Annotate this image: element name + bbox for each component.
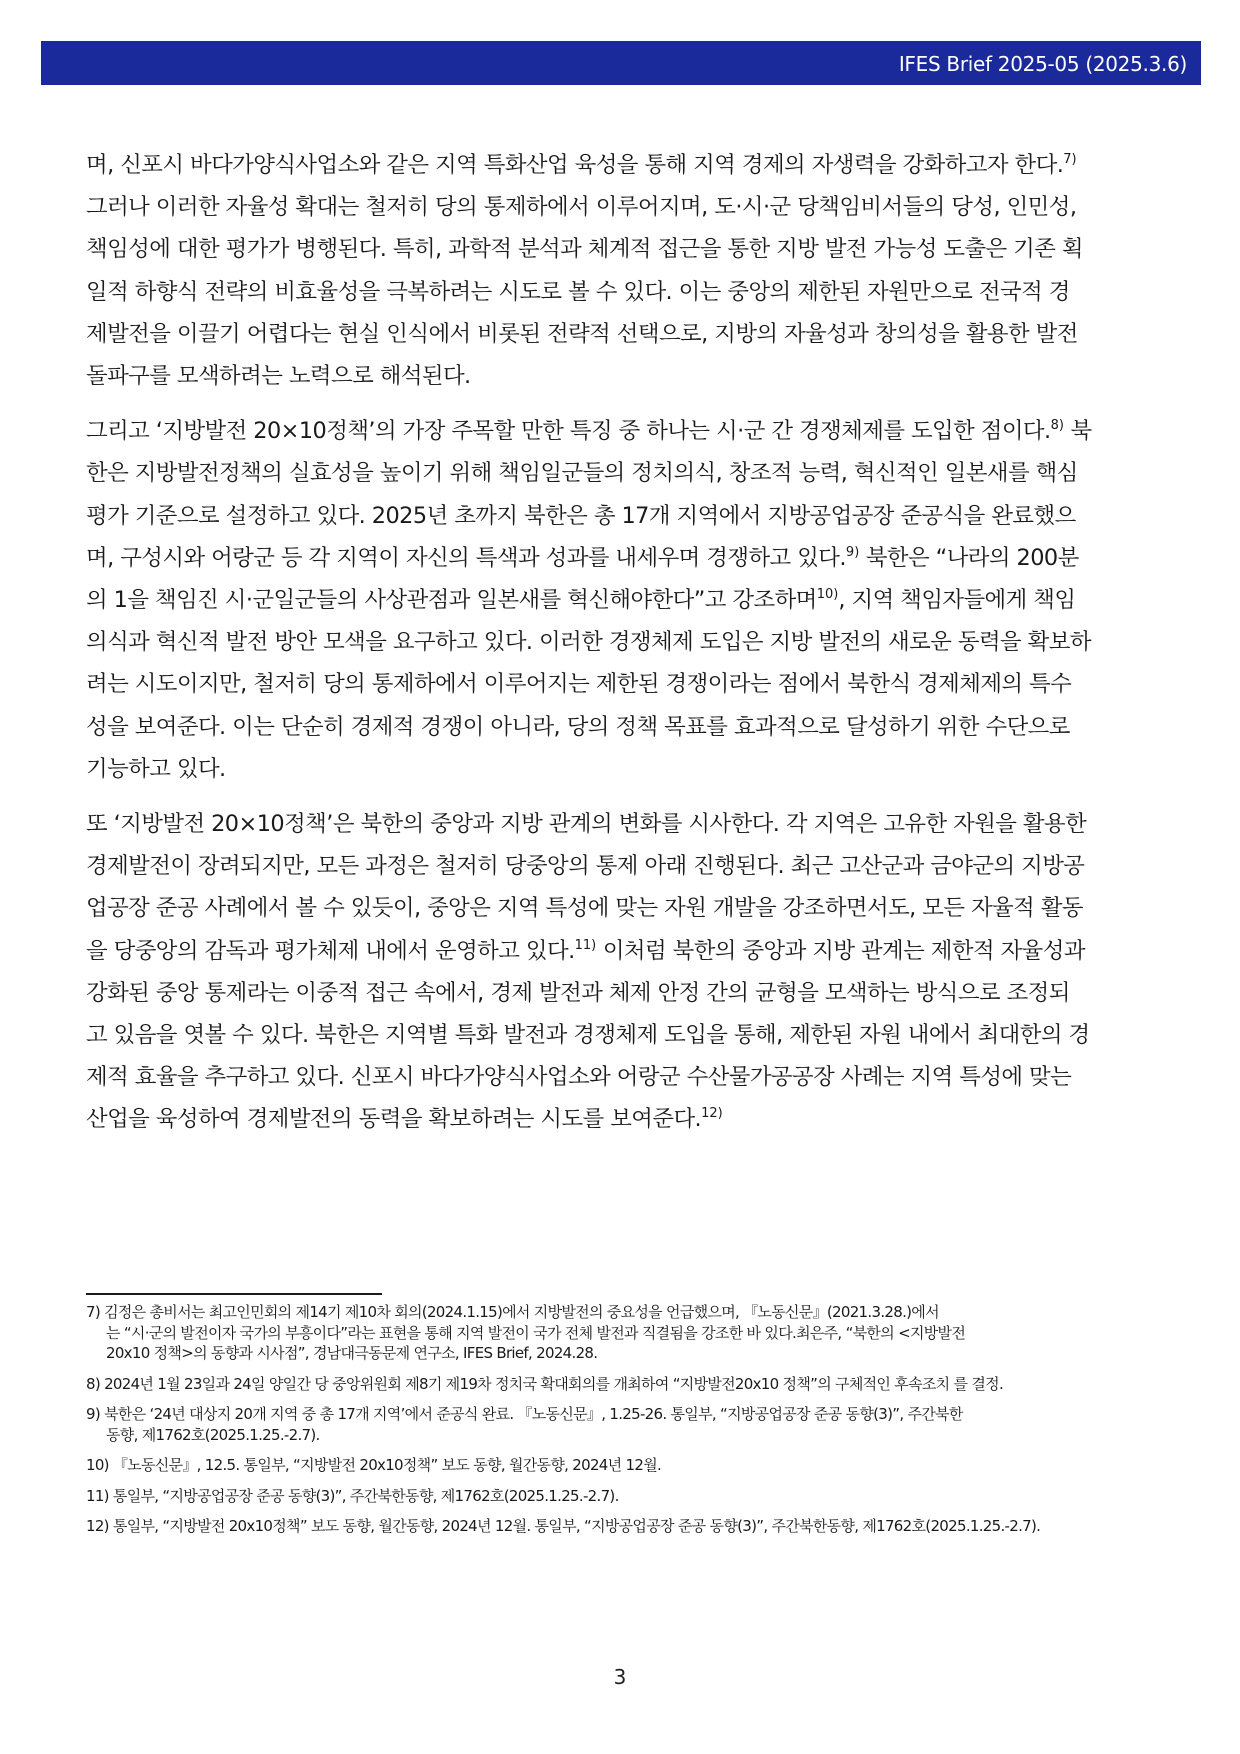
page-number: 3 (613, 1665, 627, 1689)
header-title: IFES Brief 2025-05 (2025.3.6) (898, 52, 1187, 76)
line-text: 고 있음을 엿볼 수 있다. 북한은 지역별 특화 발전과 경쟁체제 도입을 통해, 제한된 자원 내에서 최대한의 경 (86, 1022, 1090, 1049)
line-text: 려는 시도이지만, 철저히 당의 통제하에서 이루어지는 제한된 경쟁이라는 점에서 북한식 경제체제의 특수 (86, 671, 1072, 698)
footnote-line: 7) 김정은 총비서는 최고인민회의 제14기 제10차 회의(2024.1.15)에서 지방발전의 중요성을 언급했으며, 『노동신문』(2021.3.28.)에서 (86, 1303, 939, 1321)
paragraph-line (86, 271, 1150, 313)
header-bar (41, 41, 1201, 85)
footnotes (86, 1302, 1156, 1547)
paragraph-line (86, 144, 1150, 186)
footnote-line: 10) 『노동신문』, 12.5. 통일부, “지방발전 20x10정책” 보도 동향, 월간동향, 2024년 12월. (86, 1456, 662, 1474)
line-text: 책임성에 대한 평가가 병행된다. 특히, 과학적 분석과 체계적 접근을 통한 지방 발전 가능성 도출은 기존 획 (86, 236, 1083, 263)
line-text-continued: 북한은 “나라의 200분 (859, 544, 1079, 571)
line-text: 성을 보여준다. 이는 단순히 경제적 경쟁이 아니라, 당의 정책 목표를 효과적으로 달성하기 위한 수단으로 (86, 713, 1070, 740)
footnote-reference[interactable]: 11) (574, 937, 597, 953)
footnote-reference[interactable]: 8) (1050, 418, 1064, 434)
paragraph-line (86, 621, 1150, 663)
paragraph-line (86, 930, 1150, 972)
line-text-continued: , 지역 책임자들에게 책임 (838, 587, 1076, 614)
paragraph-line (86, 803, 1150, 845)
footnote (86, 1404, 1156, 1445)
line-text: 며, 신포시 바다가양식사업소와 같은 지역 특화산업 육성을 통해 지역 경제의 자생력을 강화하고자 한다. (86, 152, 1064, 178)
paragraph-line (86, 313, 1150, 355)
footnote-line: 는 “시·군의 발전이자 국가의 부흥이다”라는 표현을 통해 지역 발전이 국가 전체 발전과 직결됨을 강조한 바 있다.최은주, “북한의 <지방발전 (106, 1323, 966, 1342)
footnote-reference[interactable]: 12) (701, 1106, 723, 1122)
paragraph (86, 410, 1150, 790)
footnote-line: 11) 통일부, “지방공업공장 준공 동향(3)”, 주간북한동향, 제1762호(2025.1.25.-2.7). (86, 1486, 619, 1505)
footnote (86, 1374, 1156, 1395)
line-text: 강화된 중앙 통제라는 이중적 접근 속에서, 경제 발전과 체제 안정 간의 균형을 모색하는 방식으로 조정되 (86, 979, 1070, 1006)
paragraph-line (86, 537, 1150, 579)
line-text: 제적 효율을 추구하고 있다. 신포시 바다가양식사업소와 어랑군 수산물가공공장 사례는 지역 특성에 맞는 (86, 1064, 1072, 1091)
footnote-divider (86, 1293, 382, 1295)
paragraph-line (86, 663, 1150, 705)
paragraph-line (86, 1014, 1150, 1056)
line-text: 또 ‘지방발전 20×10정책’은 북한의 중앙과 지방 관계의 변화를 시사한다. 각 지역은 고유한 자원을 활용한 (86, 811, 1087, 838)
line-text: 그리고 ‘지방발전 20×10정책’의 가장 주목할 만한 특징 중 하나는 시·군 간 경쟁체제를 도입한 점이다. (86, 418, 1051, 445)
footnote (86, 1486, 1156, 1507)
line-text: 산업을 육성하여 경제발전의 동력을 확보하려는 시도를 보여준다. (86, 1106, 702, 1133)
paragraph-line (86, 228, 1150, 270)
line-text: 평가 기준으로 설정하고 있다. 2025년 초까지 북한은 총 17개 지역에서 지방공업공장 준공식을 완료했으 (86, 502, 1076, 529)
line-text: 그러나 이러한 자율성 확대는 철저히 당의 통제하에서 이루어지며, 도·시·군 당책임비서들의 당성, 인민성, (86, 194, 1077, 221)
line-text: 돌파구를 모색하려는 노력으로 해석된다. (86, 363, 471, 390)
footnote (86, 1455, 1156, 1476)
footnote (86, 1516, 1156, 1537)
line-text: 일적 하향식 전략의 비효율성을 극복하려는 시도로 볼 수 있다. 이는 중앙의 제한된 자원만으로 전국적 경 (86, 278, 1070, 305)
paragraph-line (86, 452, 1150, 494)
footnote-reference[interactable]: 7) (1063, 152, 1077, 167)
line-text: 한은 지방발전정책의 실효성을 높이기 위해 책임일군들의 정치의식, 창조적 능력, 혁신적인 일본새를 핵심 (86, 460, 1078, 487)
line-text: 경제발전이 장려되지만, 모든 과정은 철저히 당중앙의 통제 아래 진행된다. 최근 고산군과 금야군의 지방공 (86, 853, 1085, 880)
footnote-line: 20x10 정책>의 동향과 시사점”, 경남대극동문제 연구소, IFES Brief, 2024.28. (106, 1344, 598, 1362)
line-text-continued: 북 (1063, 418, 1092, 445)
paragraph-line (86, 1056, 1150, 1098)
line-text: 제발전을 이끌기 어렵다는 현실 인식에서 비롯된 전략적 선택으로, 지방의 자율성과 창의성을 활용한 발전 (86, 320, 1078, 347)
paragraph-line (86, 887, 1150, 929)
paragraph-line (86, 410, 1150, 452)
footnote (86, 1302, 1156, 1364)
paragraph (86, 803, 1150, 1141)
footnote-reference[interactable]: 9) (845, 544, 860, 560)
paragraph-line (86, 706, 1150, 748)
footnote-line: 8) 2024년 1월 23일과 24일 양일간 당 중앙위원회 제8기 제19차 정치국 확대회의를 개최하여 “지방발전20x10 정책”의 구체적인 후속조치 를 결정. (86, 1374, 1004, 1393)
body-text (86, 144, 1150, 1154)
paragraph-line (86, 579, 1150, 621)
paragraph-line (86, 355, 1150, 397)
line-text: 업공장 준공 사례에서 볼 수 있듯이, 중앙은 지역 특성에 맞는 자원 개발을 강조하면서도, 모든 자율적 활동 (86, 895, 1083, 922)
footnote-line: 9) 북한은 ‘24년 대상지 20개 지역 중 총 17개 지역’에서 준공식 완료. 『노동신문』, 1.25-26. 통일부, “지방공업공장 준공 동향(3)”, 주간북한 (86, 1405, 963, 1423)
line-text: 을 당중앙의 감독과 평가체제 내에서 운영하고 있다. (86, 937, 575, 964)
line-text: 의식과 혁신적 발전 방안 모색을 요구하고 있다. 이러한 경쟁체제 도입은 지방 발전의 새로운 동력을 확보하 (86, 629, 1091, 656)
line-text: 기능하고 있다. (86, 755, 226, 782)
line-text-continued: 이처럼 북한의 중앙과 지방 관계는 제한적 자율성과 (596, 937, 1085, 964)
footnote-reference[interactable]: 10) (816, 587, 839, 603)
footnote-line: 동향, 제1762호(2025.1.25.-2.7). (106, 1425, 320, 1444)
paragraph-line (86, 972, 1150, 1014)
footnote-line: 12) 통일부, “지방발전 20x10정책” 보도 동향, 월간동향, 2024년 12월. 통일부, “지방공업공장 준공 동향(3)”, 주간북한동향, 제1762호(2025.1.25.-2.7). (86, 1517, 1041, 1535)
line-text: 의 1을 책임진 시·군일군들의 사상관점과 일본새를 혁신해야한다”고 강조하며 (86, 587, 817, 614)
paragraph-line (86, 1098, 1150, 1140)
paragraph-line (86, 186, 1150, 228)
paragraph-line (86, 495, 1150, 537)
paragraph-line (86, 748, 1150, 790)
line-text: 며, 구성시와 어랑군 등 각 지역이 자신의 특색과 성과를 내세우며 경쟁하고 있다. (86, 544, 846, 571)
paragraph (86, 144, 1150, 397)
paragraph-line (86, 845, 1150, 887)
